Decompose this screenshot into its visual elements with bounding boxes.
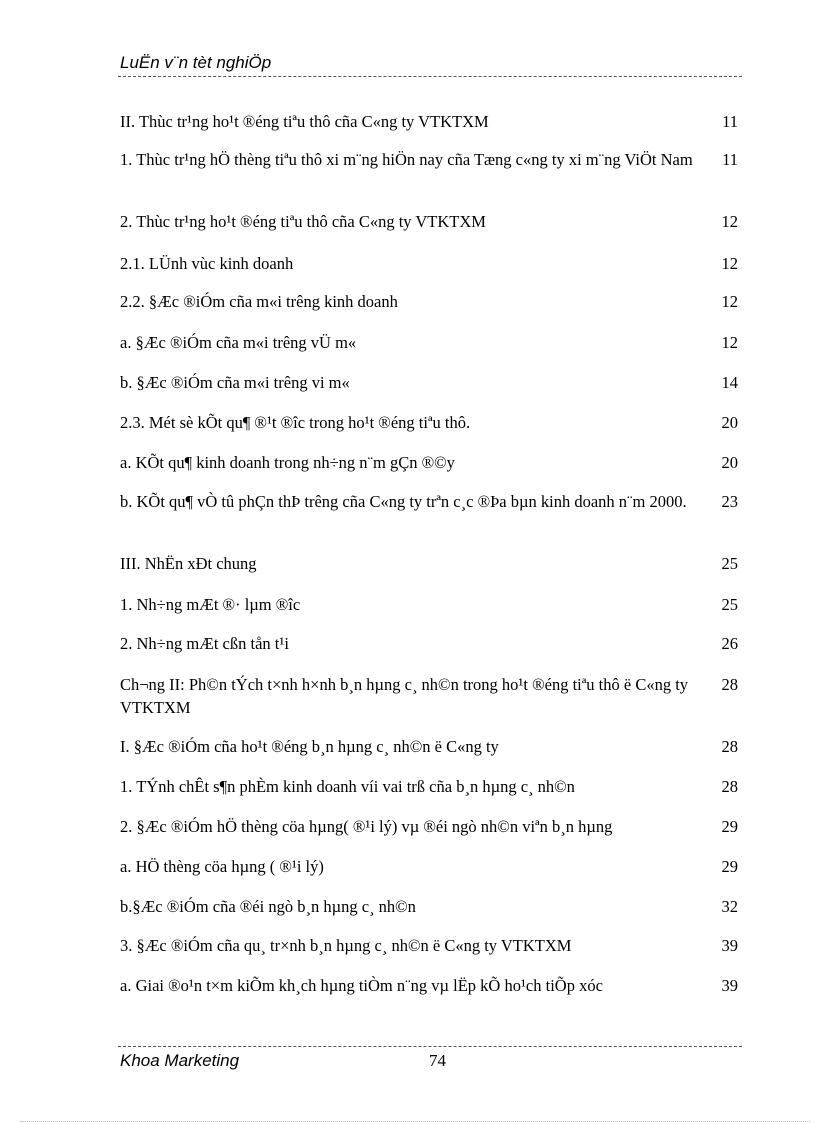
toc-entry-page: 23 [721, 492, 738, 511]
toc-entry-page: 20 [721, 413, 738, 432]
page-header [118, 52, 742, 77]
toc-entry-page: 39 [721, 936, 738, 955]
toc-entry-page: 11 [722, 150, 738, 169]
toc-entry-text: II. Thùc tr¹ng ho¹t ®éng tiªu thô cña C«ng ty VTKTXM [120, 112, 489, 131]
footer-department: Khoa Marketing [120, 1051, 240, 1070]
toc-entry-text: 2. Thùc tr¹ng ho¹t ®éng tiªu thô cña C«ng ty VTKTXM [120, 212, 486, 231]
toc-entry-text: 1. Thùc tr¹ng hÖ thèng tiªu thô xi m¨ng hiÖn nay cña Tæng c«ng ty xi m¨ng ViÖt Nam [120, 150, 693, 169]
toc-entry-text: a. KÕt qu¶ kinh doanh trong nh÷ng n¨m gÇn ®©y [120, 453, 455, 472]
toc-entry-page: 28 [721, 777, 738, 796]
toc-entry-text: b. KÕt qu¶ vÒ tû phÇn thÞ trêng cña C«ng ty trªn c¸c ®Þa bµn kinh doanh n¨m 2000. [120, 492, 687, 511]
toc-entry-text: b.§Æc ®iÓm cña ®éi ngò b¸n hµng c¸ nh©n [120, 897, 416, 916]
toc-entry-text: a. HÖ thèng cöa hµng ( ®¹i lý) [120, 857, 324, 876]
page-footer [118, 1046, 742, 1077]
toc-entry-page: 28 [721, 675, 738, 694]
toc-entry-text: 1. TÝnh chÊt s¶n phÈm kinh doanh víi vai trß cña b¸n hµng c¸ nh©n [120, 777, 575, 796]
toc-entry-text: I. §Æc ®iÓm cña ho¹t ®éng b¸n hµng c¸ nh©n ë C«ng ty [120, 737, 499, 756]
toc-entry-text: III. NhËn xÐt chung [120, 554, 257, 573]
toc-entry-page: 28 [721, 737, 738, 756]
toc-entry-page: 26 [721, 634, 738, 653]
toc-entry-page: 11 [722, 112, 738, 131]
toc-entry-text: a. §Æc ®iÓm cña m«i trêng vÜ m« [120, 333, 357, 352]
toc-entry-page: 12 [721, 254, 738, 273]
page-edge-divider [20, 1121, 810, 1122]
toc-entry-text: 2.2. §Æc ®iÓm cña m«i trêng kinh doanh [120, 292, 398, 311]
toc-entry-text: 1. Nh÷ng mÆt ®· lµm ®îc [120, 595, 301, 614]
toc-entry-text: 2.1. LÜnh vùc kinh doanh [120, 254, 294, 273]
page-number: 74 [429, 1051, 446, 1070]
toc-entry-text: 2. Nh÷ng mÆt cßn tån t¹i [120, 634, 289, 653]
toc-entry-page: 12 [721, 292, 738, 311]
toc-entry-text: Ch¬ng II: Ph©n tÝch t×nh h×nh b¸n hµng c¸ nh©n trong ho¹t ®éng tiªu thô ë C«ng ty VTKTXM [120, 675, 689, 717]
toc-entry-page: 12 [721, 212, 738, 231]
toc-entry-page: 32 [721, 897, 738, 916]
toc-entry-page: 29 [721, 817, 738, 836]
toc-entry-page: 29 [721, 857, 738, 876]
toc-entry-text: 3. §Æc ®iÓm cña qu¸ tr×nh b¸n hµng c¸ nh©n ë C«ng ty VTKTXM [120, 936, 572, 955]
header-title: LuËn v¨n tèt nghiÖp [120, 53, 272, 72]
toc-entry-text: 2.3. Mét sè kÕt qu¶ ®¹t ®îc trong ho¹t ®éng tiªu thô. [120, 413, 471, 432]
toc-entry-page: 12 [721, 333, 738, 352]
toc-entry-page: 25 [721, 595, 738, 614]
toc-entry-page: 39 [721, 976, 738, 995]
toc-entry-text: 2. §Æc ®iÓm hÖ thèng cöa hµng( ®¹i lý) vµ ®éi ngò nh©n viªn b¸n hµng [120, 817, 613, 836]
toc-entry-text: a. Giai ®o¹n t×m kiÕm kh¸ch hµng tiÒm n¨ng vµ lËp kÕ ho¹ch tiÕp xóc [120, 976, 603, 995]
toc-entry-page: 25 [721, 554, 738, 573]
toc-entry-page: 14 [721, 373, 738, 392]
toc-entry-text: b. §Æc ®iÓm cña m«i trêng vi m« [120, 373, 350, 392]
toc-entry-page: 20 [721, 453, 738, 472]
